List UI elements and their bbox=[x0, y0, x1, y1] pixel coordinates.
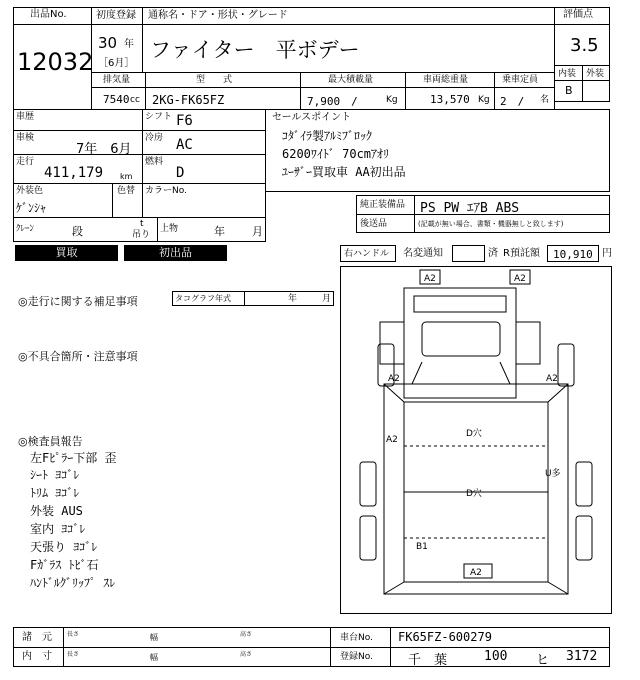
displacement-label: 排気量 bbox=[103, 75, 131, 85]
rear-wheel-right-1 bbox=[576, 462, 592, 506]
color-label: 外装色 bbox=[16, 186, 44, 196]
recycle-deposit: 10,910 bbox=[553, 248, 593, 261]
damage-mark: U多 bbox=[545, 469, 561, 479]
mileage-label: 走行 bbox=[16, 157, 35, 167]
displacement: 7540 bbox=[103, 93, 130, 106]
recycle-deposit-label: R預託額 bbox=[503, 248, 540, 259]
yen-unit: 円 bbox=[602, 248, 612, 259]
running-notes-heading: ◎走行に関する補足事項 bbox=[18, 295, 138, 308]
inspection: 7年 6月 bbox=[76, 142, 132, 157]
sales-point-line: ｺﾀﾞｲﾗ製ｱﾙﾐﾌﾞﾛｯｸ bbox=[282, 129, 373, 143]
damage-mark: A2 bbox=[388, 374, 400, 384]
upper-label: 上物 bbox=[160, 224, 179, 234]
inspection-label: 車検 bbox=[16, 133, 35, 143]
year-unit: 年 bbox=[124, 39, 134, 50]
defects-heading: ◎不具合箇所・注意事項 bbox=[18, 350, 138, 363]
reg-class: 100 bbox=[484, 649, 508, 664]
sales-point-line: ﾕｰｻﾞｰ買取車 AA初出品 bbox=[282, 165, 406, 179]
height-label: 高さ bbox=[240, 631, 253, 638]
model-code: 2KG-FK65FZ bbox=[152, 93, 225, 107]
model-name: ファイター 平ボデー bbox=[150, 38, 360, 62]
aftermarket-label: 後送品 bbox=[360, 219, 388, 229]
damage-mark: A2 bbox=[514, 274, 526, 284]
cab-side-right bbox=[516, 322, 540, 364]
capacity-label: 乗車定員 bbox=[502, 75, 539, 85]
crane-label: ｸﾚｰﾝ bbox=[16, 224, 35, 234]
rhd-label: 右ハンドル bbox=[344, 249, 390, 259]
reg-kana: ヒ bbox=[536, 653, 550, 668]
score: 3.5 bbox=[570, 35, 599, 56]
color-no-label: カラーNo. bbox=[145, 186, 187, 196]
cab-side-left bbox=[380, 322, 404, 364]
ac-label: 冷房 bbox=[145, 133, 164, 143]
rear-wheel-left-2 bbox=[360, 516, 376, 560]
rebate-label: 済 bbox=[488, 248, 498, 259]
chassis-label: 車台No. bbox=[340, 633, 373, 643]
damage-mark: A2 bbox=[424, 274, 436, 284]
report-line: Fｶﾞﾗｽ ﾄﾋﾞ石 bbox=[30, 558, 99, 572]
upper-month: 月 bbox=[252, 225, 263, 238]
report-line: 外装 AUS bbox=[30, 504, 83, 518]
grade-label: 評価点 bbox=[563, 9, 593, 20]
width-label: 幅 bbox=[150, 653, 158, 662]
name-change-label: 名変通知 bbox=[403, 248, 443, 259]
sales-points-title: セールスポイント bbox=[272, 112, 352, 123]
tacho-label: タコグラフ年式 bbox=[175, 294, 231, 303]
model-label: 型 式 bbox=[196, 75, 233, 85]
reg-number: 3172 bbox=[566, 649, 598, 664]
equipment-label: 純正装備品 bbox=[360, 200, 406, 210]
capacity: 2 / bbox=[500, 95, 525, 108]
max-load-label: 最大積載量 bbox=[328, 75, 374, 85]
exterior-label: 外装 bbox=[586, 69, 605, 79]
damage-mark: D穴 bbox=[466, 489, 482, 499]
damage-mark: A2 bbox=[470, 568, 482, 578]
inner-row-label: 内 寸 bbox=[22, 651, 52, 662]
reg-label: 登録No. bbox=[340, 652, 373, 662]
report-line: 左Fﾋﾟﾗｰ下部 歪 bbox=[30, 451, 117, 465]
km-unit: km bbox=[120, 172, 133, 181]
fuel: D bbox=[176, 165, 185, 181]
name-label: 通称名・ドア・形状・グレード bbox=[148, 10, 288, 21]
max-load-unit: Kg bbox=[386, 95, 398, 105]
damage-mark: A2 bbox=[386, 435, 398, 445]
sales-point-line: 6200ﾜｲﾄﾞ 70cmｱｵﾘ bbox=[282, 147, 390, 161]
rear-wheel-left-1 bbox=[360, 462, 376, 506]
height-label: 高さ bbox=[240, 651, 253, 658]
crane-ton: t bbox=[140, 219, 144, 229]
cab-roof bbox=[414, 296, 506, 312]
interior-grade: B bbox=[565, 84, 573, 97]
shift-label: シフト bbox=[145, 112, 173, 122]
equipment-value: PS PW ｴｱB ABS bbox=[420, 201, 520, 216]
cab-outline bbox=[404, 288, 516, 398]
truck-diagram bbox=[340, 266, 612, 614]
first-reg-label: 初度登録 bbox=[96, 10, 136, 21]
rear-wheel-right-2 bbox=[576, 516, 592, 560]
history-label: 車歴 bbox=[16, 112, 35, 122]
gross: 13,570 bbox=[430, 93, 470, 106]
color-change-label: 色替 bbox=[117, 186, 136, 196]
report-line: 天張り ﾖｺﾞﾚ bbox=[30, 540, 98, 554]
fuel-label: 燃料 bbox=[145, 157, 164, 167]
reg-area: 千 葉 bbox=[408, 653, 448, 668]
mileage: 411,179 bbox=[44, 165, 104, 181]
damage-mark: A2 bbox=[546, 374, 558, 384]
damage-mark: D穴 bbox=[466, 429, 482, 439]
report-line: ﾊﾝﾄﾞﾙｸﾞﾘｯﾌﾟ ｽﾚ bbox=[30, 576, 116, 590]
shift: F6 bbox=[176, 113, 193, 129]
first-reg-year: 30 bbox=[98, 34, 118, 52]
crane-lift: 吊り bbox=[132, 230, 151, 240]
chassis-number: FK65FZ-600279 bbox=[398, 630, 492, 644]
length-label: 長さ bbox=[67, 651, 80, 658]
aftermarket-note: (記載が無い場合、書類・機器無しと致します) bbox=[418, 220, 564, 228]
report-line: ﾄﾘﾑ ﾖｺﾞﾚ bbox=[30, 486, 80, 500]
damage-mark: B1 bbox=[416, 542, 428, 552]
report-line: ｼｰﾄ ﾖｺﾞﾚ bbox=[30, 468, 80, 482]
crane-steps: 段 bbox=[72, 225, 83, 238]
interior-label: 内装 bbox=[558, 69, 577, 79]
inspector-heading: ◎検査員報告 bbox=[18, 435, 83, 448]
ac: AC bbox=[176, 137, 193, 153]
first-reg-month: ［6月］ bbox=[98, 58, 135, 69]
front-wheel-right bbox=[558, 344, 574, 386]
color: ｹﾞﾝｼｬ bbox=[16, 201, 47, 215]
capacity-unit: 名 bbox=[540, 95, 550, 105]
max-load: 7,900 / bbox=[307, 95, 358, 108]
cc-unit: cc bbox=[130, 95, 140, 105]
tacho-month: 月 bbox=[322, 294, 332, 304]
diagram-frame bbox=[341, 267, 612, 614]
gross-label: 車両総重量 bbox=[423, 75, 469, 85]
spec-row-label: 諸 元 bbox=[22, 632, 52, 643]
tacho-year: 年 bbox=[288, 294, 298, 304]
lot-number: 12032 bbox=[17, 48, 94, 76]
first-listing-badge: 初出品 bbox=[124, 245, 227, 261]
width-label: 幅 bbox=[150, 633, 158, 642]
buy-badge: 買取 bbox=[15, 245, 118, 261]
report-line: 室内 ﾖｺﾞﾚ bbox=[30, 522, 86, 536]
gross-unit: Kg bbox=[478, 95, 490, 105]
lot-label: 出品No. bbox=[30, 9, 67, 20]
upper-year: 年 bbox=[214, 225, 225, 238]
name-change-box bbox=[452, 245, 485, 262]
length-label: 長さ bbox=[67, 631, 80, 638]
cab-hood bbox=[422, 322, 500, 356]
cab-pillars bbox=[412, 362, 510, 384]
